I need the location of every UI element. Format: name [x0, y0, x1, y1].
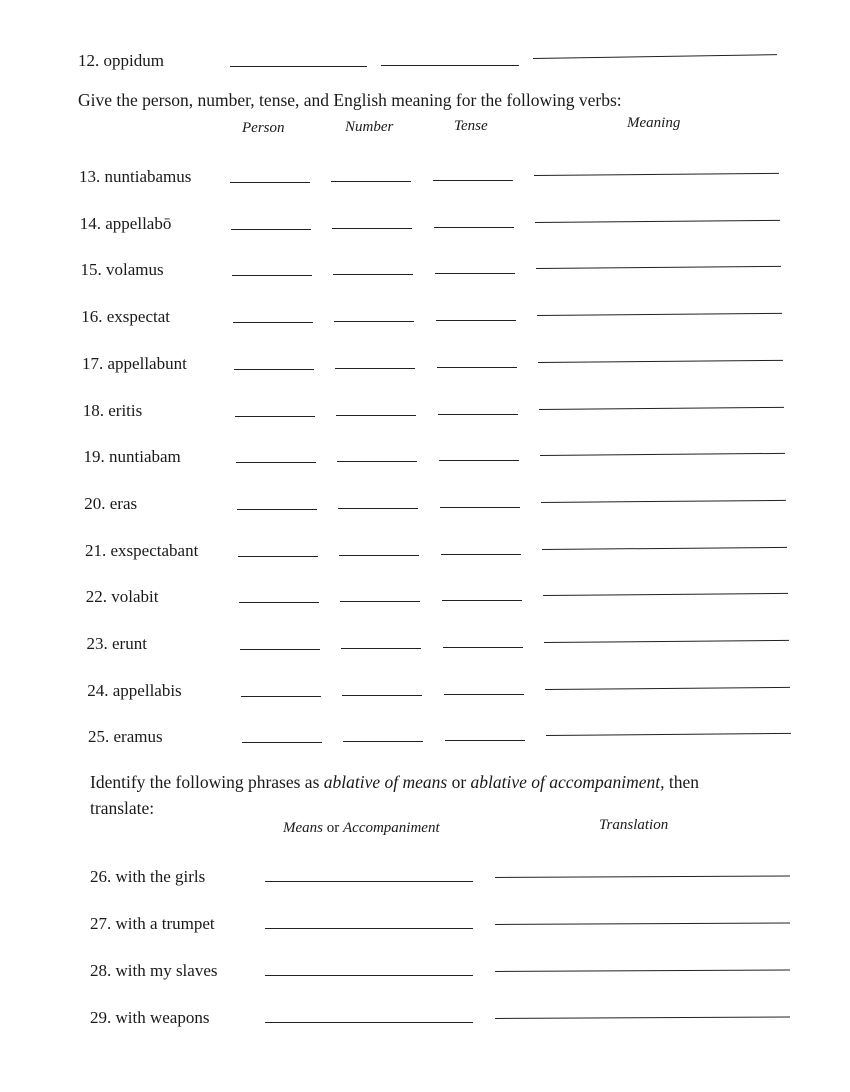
verb-item-label: 16. exspectat — [81, 307, 170, 327]
verb-person-blank[interactable] — [241, 696, 321, 697]
means-or-accompaniment-blank[interactable] — [265, 975, 473, 976]
verb-meaning-blank[interactable] — [534, 173, 779, 176]
header-or: or — [323, 820, 343, 836]
verb-number-blank[interactable] — [332, 228, 412, 229]
verb-person-blank[interactable] — [238, 556, 318, 557]
translation-blank[interactable] — [495, 1016, 790, 1019]
phrase-item-label: 29. with weapons — [90, 1008, 210, 1027]
verb-meaning-blank[interactable] — [536, 266, 781, 269]
verb-person-blank[interactable] — [230, 182, 310, 183]
verb-number-blank[interactable] — [334, 321, 414, 322]
item-12-label: 12. oppidum — [78, 51, 164, 70]
verb-number-blank[interactable] — [341, 648, 421, 649]
verb-meaning-blank[interactable] — [543, 593, 788, 596]
translation-blank[interactable] — [495, 969, 790, 972]
verb-meaning-blank[interactable] — [537, 313, 782, 316]
verb-item-label: 23. erunt — [86, 634, 147, 653]
verb-tense-blank[interactable] — [435, 273, 515, 274]
item-12-blank-2[interactable] — [381, 65, 519, 66]
verb-item-label: 17. appellabunt — [82, 353, 187, 373]
verb-number-blank[interactable] — [331, 181, 411, 182]
verb-person-blank[interactable] — [233, 322, 313, 323]
ablative-instruction — [90, 772, 699, 793]
verb-meaning-blank[interactable] — [538, 360, 783, 363]
verb-item-label: 21. exspectabant — [85, 540, 199, 560]
verb-number-blank[interactable] — [337, 461, 417, 462]
verb-person-blank[interactable] — [235, 416, 315, 417]
ablative-instruction-part1: Identify the following phrases as — [90, 772, 324, 792]
verb-person-blank[interactable] — [237, 509, 317, 510]
verb-item-label: 14. appellabō — [79, 213, 172, 233]
verb-item-label: 15. volamus — [80, 260, 164, 280]
verb-meaning-blank[interactable] — [546, 733, 791, 736]
verb-item-label: 18. eritis — [82, 400, 143, 420]
verb-number-blank[interactable] — [338, 508, 418, 509]
verb-number-blank[interactable] — [333, 274, 413, 275]
verb-number-blank[interactable] — [335, 368, 415, 369]
means-or-accompaniment-blank[interactable] — [265, 928, 473, 929]
verb-person-blank[interactable] — [231, 229, 311, 230]
verb-person-blank[interactable] — [236, 462, 316, 463]
verb-tense-blank[interactable] — [444, 694, 524, 695]
column-header-meaning: Meaning — [627, 115, 681, 131]
verb-item-label: 20. eras — [84, 493, 138, 513]
verb-number-blank[interactable] — [343, 741, 423, 742]
verb-item-label: 24. appellabis — [87, 680, 182, 700]
ablative-instruction-line2: translate: — [90, 798, 155, 818]
column-header-number: Number — [345, 119, 394, 135]
item-12-blank-3[interactable] — [533, 54, 777, 59]
phrase-item-label: 26. with the girls — [90, 867, 206, 886]
verb-meaning-blank[interactable] — [544, 640, 789, 643]
translation-blank[interactable] — [495, 922, 790, 925]
verb-tense-blank[interactable] — [442, 600, 522, 601]
verb-person-blank[interactable] — [240, 649, 320, 650]
means-or-accompaniment-blank[interactable] — [265, 1022, 473, 1023]
verb-tense-blank[interactable] — [445, 740, 525, 741]
verb-tense-blank[interactable] — [440, 507, 520, 508]
phrase-item-label: 27. with a trumpet — [90, 914, 215, 933]
verbs-instruction: Give the person, number, tense, and English meaning for the following verbs: — [78, 90, 622, 110]
verb-number-blank[interactable] — [339, 555, 419, 556]
column-header-person: Person — [242, 120, 285, 136]
header-accompaniment: Accompaniment — [343, 820, 440, 836]
verb-meaning-blank[interactable] — [535, 220, 780, 223]
column-header-translation: Translation — [599, 817, 669, 833]
phrase-item-label: 28. with my slaves — [90, 961, 218, 980]
verb-meaning-blank[interactable] — [545, 687, 790, 690]
verb-meaning-blank[interactable] — [542, 546, 787, 549]
verb-tense-blank[interactable] — [433, 180, 513, 181]
verb-person-blank[interactable] — [232, 275, 312, 276]
verb-meaning-blank[interactable] — [539, 406, 784, 409]
verb-item-label: 19. nuntiabam — [83, 447, 181, 467]
verb-number-blank[interactable] — [342, 695, 422, 696]
ablative-instruction-means: ablative of means — [323, 772, 448, 792]
verb-person-blank[interactable] — [239, 602, 319, 603]
verb-meaning-blank[interactable] — [541, 500, 786, 503]
verb-tense-blank[interactable] — [441, 554, 521, 555]
verb-tense-blank[interactable] — [443, 647, 523, 648]
ablative-instruction-part3: then — [664, 772, 699, 792]
verb-item-label: 22. volabit — [85, 587, 159, 607]
column-header-tense: Tense — [454, 118, 488, 134]
verb-number-blank[interactable] — [340, 601, 420, 602]
column-header-means-or-accompaniment — [283, 820, 440, 837]
verb-item-label: 25. eramus — [88, 727, 163, 747]
means-or-accompaniment-blank[interactable] — [265, 881, 473, 882]
item-12-blank-1[interactable] — [230, 66, 367, 67]
verb-number-blank[interactable] — [336, 415, 416, 416]
header-means: Means — [283, 820, 323, 836]
verb-person-blank[interactable] — [242, 742, 322, 743]
translation-blank[interactable] — [495, 875, 790, 878]
verb-tense-blank[interactable] — [437, 367, 517, 368]
ablative-instruction-part2: or — [447, 772, 471, 792]
verb-tense-blank[interactable] — [434, 227, 514, 228]
ablative-instruction-accompaniment: ablative of accompaniment, — [470, 772, 665, 792]
verb-item-label: 13. nuntiabamus — [79, 167, 192, 186]
verb-tense-blank[interactable] — [439, 460, 519, 461]
verb-tense-blank[interactable] — [436, 320, 516, 321]
verb-tense-blank[interactable] — [438, 414, 518, 415]
verb-person-blank[interactable] — [234, 369, 314, 370]
verb-meaning-blank[interactable] — [540, 453, 785, 456]
